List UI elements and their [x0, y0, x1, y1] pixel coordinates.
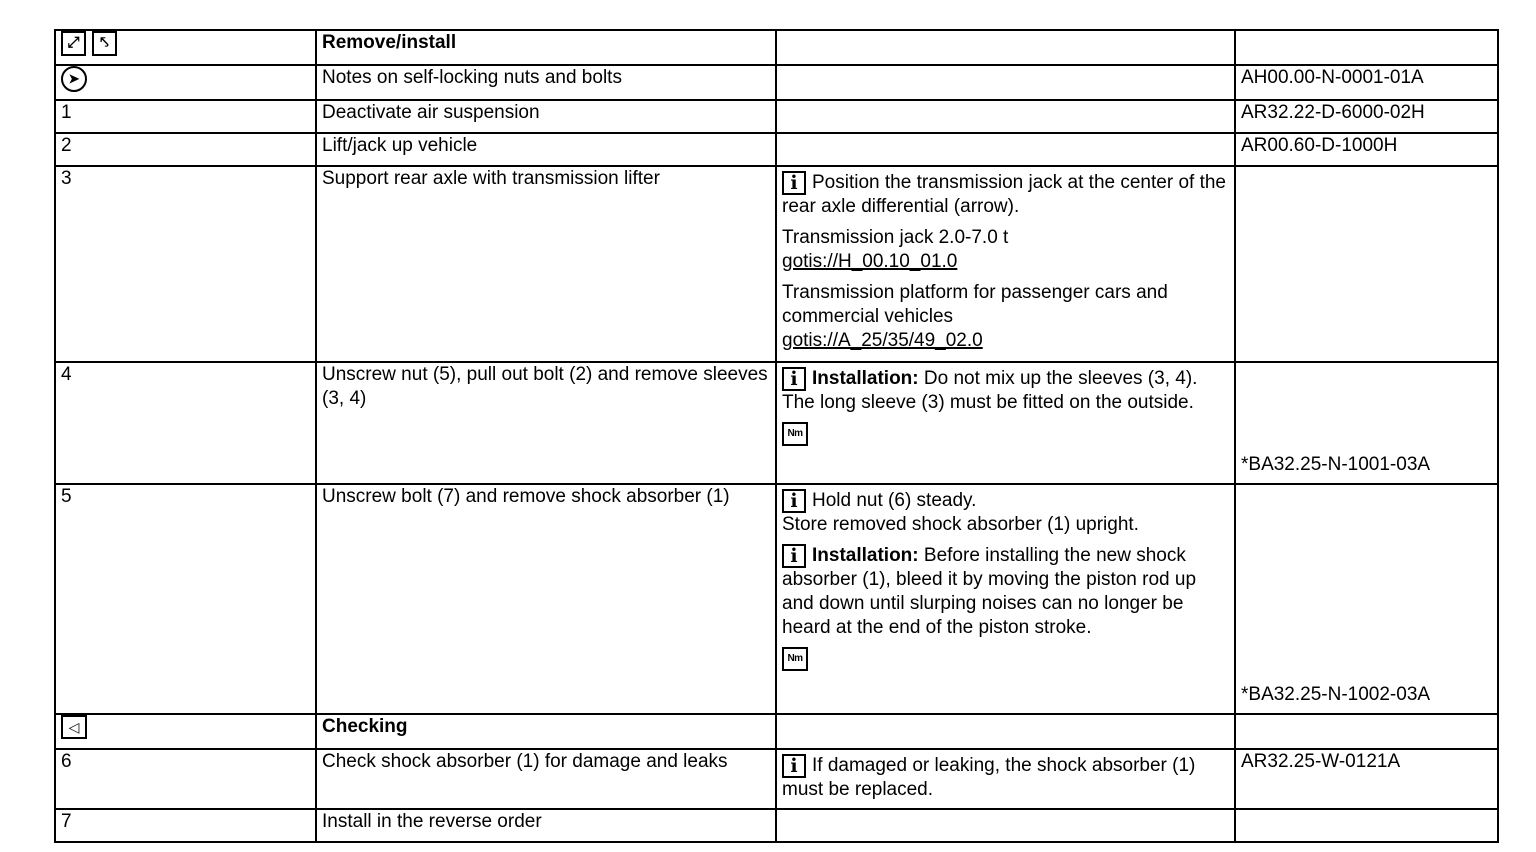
table-row	[55, 65, 1498, 100]
table-row	[55, 809, 1498, 842]
notes-cell	[776, 484, 1235, 714]
table-row	[55, 362, 1498, 484]
row-icon-cell	[55, 65, 316, 100]
step-text: Check shock absorber (1) for damage and leaks	[316, 749, 776, 809]
torque-icon[interactable]: Nm	[782, 647, 808, 671]
notes-cell	[776, 809, 1235, 842]
note-label: Installation:	[812, 368, 919, 390]
tool-link[interactable]: gotis://H_00.10_01.0	[782, 251, 958, 273]
note-paragraph	[782, 754, 1229, 802]
ref-link[interactable]: AH00.00-N-0001-01A	[1235, 65, 1498, 100]
expand-arrows-icon[interactable]: ⤢	[61, 31, 86, 56]
ref-cell	[1235, 809, 1498, 842]
note-paragraph	[782, 489, 1229, 537]
table-row	[55, 30, 1498, 65]
table-row	[55, 100, 1498, 133]
step-text: Lift/jack up vehicle	[316, 133, 776, 166]
note-text: Position the transmission jack at the center of the rear axle differential (arrow).	[782, 172, 1226, 218]
step-number: 4	[55, 362, 316, 484]
notes-cell	[776, 133, 1235, 166]
table-row	[55, 166, 1498, 362]
ref-link[interactable]: *BA32.25-N-1002-03A	[1241, 684, 1431, 705]
note-text: Store removed shock absorber (1) upright.	[782, 514, 1139, 536]
note-text: Do not mix up the sleeves (3, 4). The long sleeve (3) must be fitted on the outside.	[782, 368, 1198, 414]
note-text: Before installing the new shock absorber (1), bleed it by moving the piston rod up and down until slurping noises can no longer be heard at the end of the piston stroke.	[782, 545, 1197, 639]
ref-link[interactable]: AR32.25-W-0121A	[1235, 749, 1498, 809]
row-icon-cell	[55, 30, 316, 65]
info-icon: i	[782, 754, 806, 778]
notes-cell	[776, 714, 1235, 749]
table-row	[55, 133, 1498, 166]
row-icon-cell	[55, 714, 316, 749]
note-paragraph	[782, 367, 1229, 415]
note-paragraph	[782, 171, 1229, 219]
notes-cell	[776, 362, 1235, 484]
step-number: 2	[55, 133, 316, 166]
procedure-table	[54, 29, 1499, 843]
torque-icon[interactable]: Nm	[782, 422, 808, 446]
self-locking-nut-icon: ➤	[61, 66, 87, 92]
ref-cell	[1235, 714, 1498, 749]
step-number: 1	[55, 100, 316, 133]
notes-cell	[776, 65, 1235, 100]
ref-cell	[1235, 362, 1498, 484]
step-text: Unscrew bolt (7) and remove shock absorber (1)	[316, 484, 776, 714]
info-icon: i	[782, 171, 806, 195]
tool-paragraph	[782, 281, 1229, 353]
notes-cell	[776, 100, 1235, 133]
torque-paragraph	[782, 422, 1229, 446]
ref-cell	[1235, 484, 1498, 714]
note-label: Installation:	[812, 545, 919, 567]
info-icon: i	[782, 544, 806, 568]
note-text: If damaged or leaking, the shock absorber (1) must be replaced.	[782, 755, 1196, 801]
table-row	[55, 749, 1498, 809]
step-number: 6	[55, 749, 316, 809]
tool-name: Transmission platform for passenger cars and commercial vehicles	[782, 282, 1168, 328]
step-number: 5	[55, 484, 316, 714]
tool-name: Transmission jack 2.0-7.0 t	[782, 227, 1009, 249]
tool-link[interactable]: gotis://A_25/35/49_02.0	[782, 330, 983, 352]
tool-paragraph	[782, 226, 1229, 274]
info-icon: i	[782, 367, 806, 391]
step-text: Deactivate air suspension	[316, 100, 776, 133]
section-title: Checking	[316, 714, 776, 749]
table-row	[55, 714, 1498, 749]
note-text: Hold nut (6) steady.	[812, 490, 977, 512]
step-number: 7	[55, 809, 316, 842]
table-row	[55, 484, 1498, 714]
step-number: 3	[55, 166, 316, 362]
ref-cell	[1235, 30, 1498, 65]
step-text: Unscrew nut (5), pull out bolt (2) and remove sleeves (3, 4)	[316, 362, 776, 484]
collapse-arrows-icon[interactable]: ⤣	[92, 31, 117, 56]
notes-cell	[776, 30, 1235, 65]
torque-paragraph	[782, 647, 1229, 671]
step-text: Notes on self-locking nuts and bolts	[316, 65, 776, 100]
step-text: Install in the reverse order	[316, 809, 776, 842]
info-icon: i	[782, 489, 806, 513]
ref-link[interactable]: AR00.60-D-1000H	[1235, 133, 1498, 166]
checking-icon: ◁	[61, 715, 87, 739]
notes-cell	[776, 166, 1235, 362]
ref-link[interactable]: *BA32.25-N-1001-03A	[1241, 454, 1431, 475]
notes-cell	[776, 749, 1235, 809]
note-paragraph	[782, 544, 1229, 640]
section-title: Remove/install	[316, 30, 776, 65]
ref-link[interactable]: AR32.22-D-6000-02H	[1235, 100, 1498, 133]
step-text: Support rear axle with transmission lifter	[316, 166, 776, 362]
ref-cell	[1235, 166, 1498, 362]
